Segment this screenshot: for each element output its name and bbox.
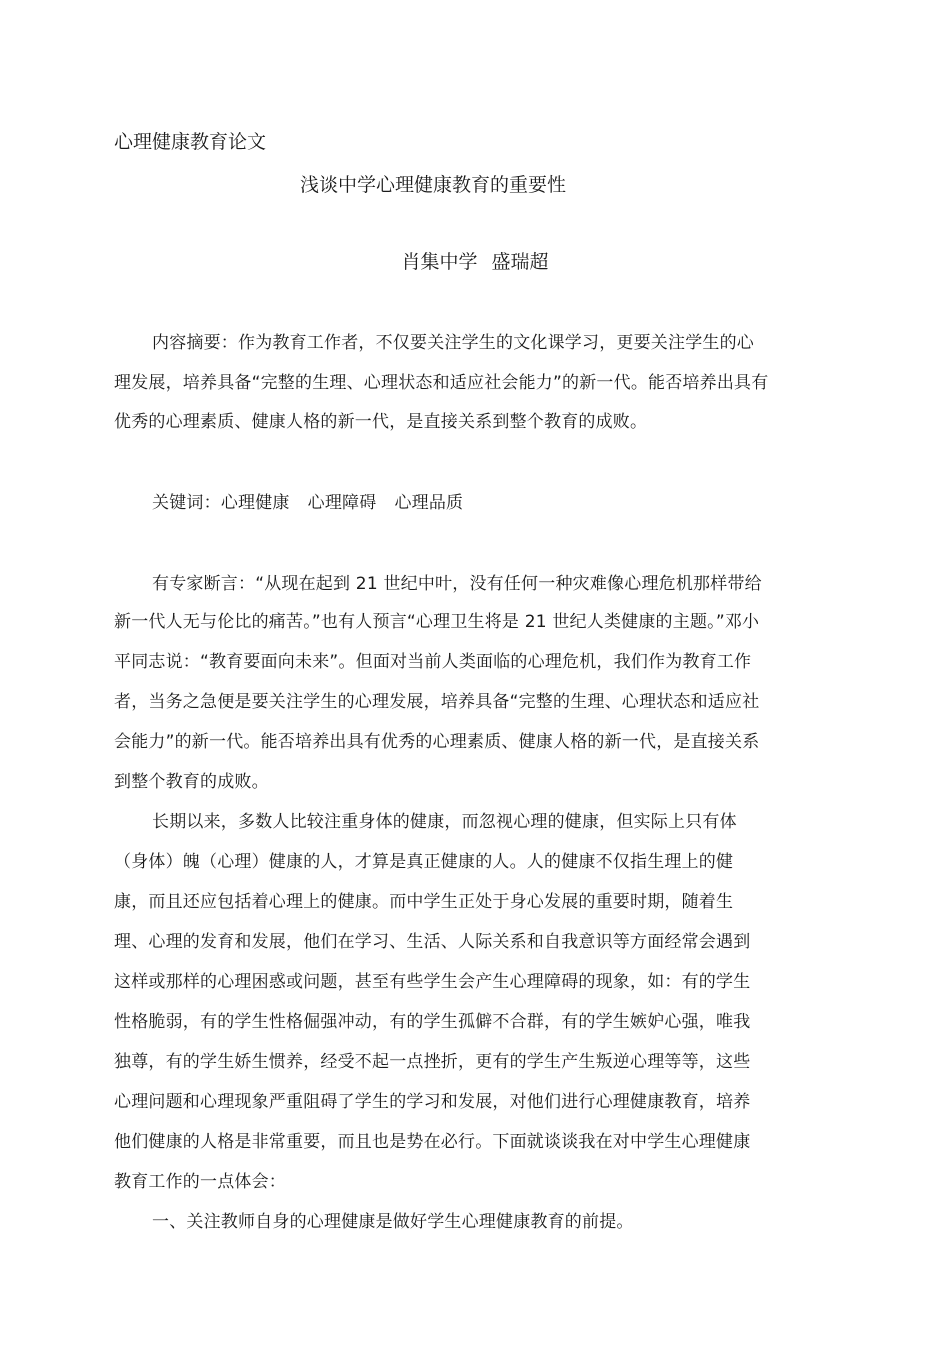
section-heading: 一、关注教师自身的心理健康是做好学生心理健康教育的前提。	[152, 1212, 634, 1232]
paragraph-line: 长期以来，多数人比较注重身体的健康，而忽视心理的健康，但实际上只有体	[152, 812, 737, 832]
paragraph-line: 平同志说：“教育要面向未来”。但面对当前人类面临的心理危机，我们作为教育工作	[114, 652, 752, 672]
paragraph-line: 康，而且还应包括着心理上的健康。而中学生正处于身心发展的重要时期，随着生	[114, 892, 734, 912]
author-line	[0, 250, 950, 274]
abstract-line: 理发展，培养具备“完整的生理、心理状态和适应社会能力”的新一代。能否培养出具有	[114, 373, 769, 393]
keyword-item: 心理障碍	[307, 493, 377, 513]
abstract-line: 优秀的心理素质、健康人格的新一代，是直接关系到整个教育的成败。	[114, 412, 648, 432]
abstract-line: 内容摘要：作为教育工作者，不仅要关注学生的文化课学习，更要关注学生的心	[152, 333, 754, 353]
author-school: 肖集中学	[401, 251, 478, 273]
paragraph-line: 者，当务之急便是要关注学生的心理发展，培养具备“完整的生理、心理状态和适应社	[114, 692, 760, 712]
paragraph-line: 他们健康的人格是非常重要，而且也是势在必行。下面就谈谈我在对中学生心理健康	[114, 1132, 751, 1152]
paragraph-line: 有专家断言：“从现在起到 21 世纪中叶，没有任何一种灾难像心理危机那样带给	[152, 574, 762, 594]
author-name: 盛瑞超	[491, 251, 549, 273]
paragraph-line: 会能力”的新一代。能否培养出具有优秀的心理素质、健康人格的新一代，是直接关系	[114, 732, 760, 752]
paragraph-line: 到整个教育的成败。	[114, 772, 269, 792]
keywords-line	[152, 492, 463, 514]
paragraph-line: （身体）魄（心理）健康的人，才算是真正健康的人。人的健康不仅指生理上的健	[114, 852, 734, 872]
paragraph-line: 心理问题和心理现象严重阻碍了学生的学习和发展，对他们进行心理健康教育，培养	[114, 1092, 751, 1112]
paragraph-line: 性格脆弱，有的学生性格倔强冲动，有的学生孤僻不合群，有的学生嫉妒心强，唯我	[114, 1012, 751, 1032]
document-type-label: 心理健康教育论文	[114, 131, 267, 153]
paragraph-line: 新一代人无与伦比的痛苦。”也有人预言“心理卫生将是 21 世纪人类健康的主题。”邓小	[114, 612, 760, 632]
paragraph-line: 这样或那样的心理困惑或问题，甚至有些学生会产生心理障碍的现象，如：有的学生	[114, 972, 751, 992]
paragraph-line: 理、心理的发育和发展，他们在学习、生活、人际关系和自我意识等方面经常会遇到	[114, 932, 751, 952]
paragraph-line: 独尊，有的学生娇生惯养，经受不起一点挫折，更有的学生产生叛逆心理等等，这些	[114, 1052, 751, 1072]
paper-title: 浅谈中学心理健康教育的重要性	[300, 174, 567, 196]
keyword-item: 心理品质	[394, 493, 464, 513]
keywords-label: 关键词：	[152, 493, 221, 513]
paragraph-line: 教育工作的一点体会：	[114, 1172, 286, 1192]
keyword-item: 心理健康	[220, 493, 290, 513]
